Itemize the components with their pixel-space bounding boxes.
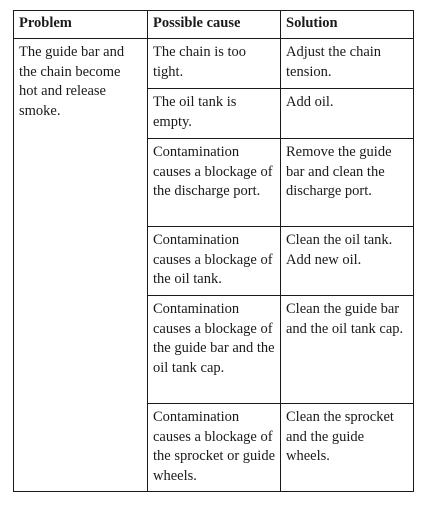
cause-cell: The oil tank is empty. <box>148 89 281 139</box>
solution-cell: Remove the guide bar and clean the discharge port. <box>281 139 414 227</box>
header-possible-cause: Possible cause <box>148 11 281 39</box>
solution-cell: Clean the oil tank. Add new oil. <box>281 227 414 296</box>
troubleshooting-table <box>13 10 414 492</box>
solution-cell: Adjust the chain tension. <box>281 39 414 89</box>
solution-cell: Add oil. <box>281 89 414 139</box>
solution-cell: Clean the guide bar and the oil tank cap. <box>281 296 414 404</box>
table-row <box>14 39 414 89</box>
problem-cell: The guide bar and the chain become hot and release smoke. <box>14 39 148 492</box>
header-problem: Problem <box>14 11 148 39</box>
solution-cell: Clean the sprocket and the guide wheels. <box>281 404 414 492</box>
cause-cell: Contamination causes a blockage of the sprocket or guide wheels. <box>148 404 281 492</box>
cause-cell: The chain is too tight. <box>148 39 281 89</box>
cause-cell: Contamination causes a blockage of the discharge port. <box>148 139 281 227</box>
cause-cell: Contamination causes a blockage of the oil tank. <box>148 227 281 296</box>
header-row <box>14 11 414 39</box>
cause-cell: Contamination causes a blockage of the guide bar and the oil tank cap. <box>148 296 281 404</box>
header-solution: Solution <box>281 11 414 39</box>
